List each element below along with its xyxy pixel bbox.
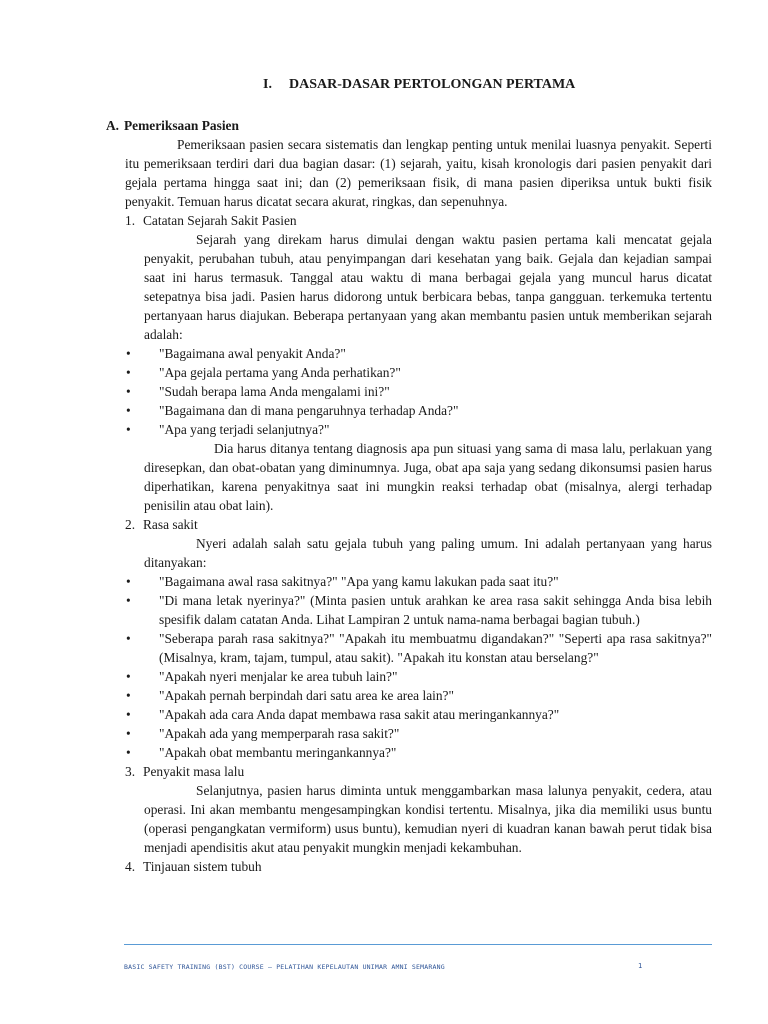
item-3-heading	[125, 762, 712, 781]
item-2-title: Rasa sakit	[143, 517, 198, 532]
list-item: • "Di mana letak nyerinya?" (Minta pasien untuk arahkan ke area rasa sakit sehingga Anda bisa lebih spesifik dalam catatan Anda. Lihat Lampiran 2 untuk nama-nama berbagai bagian tubuh.)	[126, 591, 712, 629]
title-text: DASAR-DASAR PERTOLONGAN PERTAMA	[289, 77, 576, 92]
footer-divider	[124, 944, 712, 945]
item-1-paragraph: Sejarah yang direkam harus dimulai dengan waktu pasien pertama kali mencatat gejala penyakit, perubahan tubuh, atau penyimpangan dari kesehatan yang baik. Gejala dan kejadian sampai saat ini harus termasuk. Tanggal atau waktu di mana berbagai gejala yang muncul harus dicatat setepatnya bisa jadi. Pasien harus didorong untuk berbicara bebas, tanpa gangguan. terkemuka tertentu pertanyaan harus diajukan. Beberapa pertanyaan yang akan membantu pasien untuk memberikan sejarah adalah:	[144, 232, 712, 342]
list-item: • "Apakah nyeri menjalar ke area tubuh lain?"	[126, 667, 712, 686]
page-title	[263, 77, 575, 93]
list-item: • "Seberapa parah rasa sakitnya?" "Apakah itu membuatmu digandakan?" "Seperti apa rasa sakitnya?" (Misalnya, kram, tajam, tumpul, atau sakit). "Apakah itu konstan atau berselang?"	[126, 629, 712, 667]
item-4-heading	[125, 857, 712, 876]
item-2-number: 2.	[125, 517, 136, 532]
item-1-title: Catatan Sejarah Sakit Pasien	[143, 213, 297, 228]
list-item: • "Sudah berapa lama Anda mengalami ini?"	[126, 382, 712, 401]
item-4-title: Tinjauan sistem tubuh	[143, 859, 262, 874]
document-body	[104, 116, 712, 876]
item-3-title: Penyakit masa lalu	[143, 764, 245, 779]
title-number: I.	[263, 77, 272, 92]
list-item: • "Apakah ada yang memperparah rasa sakit?"	[126, 724, 712, 743]
footer-text: BASIC SAFETY TRAINING (BST) COURSE – PELATIHAN KEPELAUTAN UNIMAR AMNI SEMARANG	[124, 963, 445, 971]
item-1-heading	[125, 211, 712, 230]
item-4-number: 4.	[125, 859, 136, 874]
page-number: 1	[638, 962, 643, 970]
item-2-question-list	[126, 572, 712, 762]
list-item: • "Apa gejala pertama yang Anda perhatikan?"	[126, 363, 712, 382]
list-item: • "Bagaimana awal penyakit Anda?"	[126, 344, 712, 363]
list-item: • "Bagaimana dan di mana pengaruhnya terhadap Anda?"	[126, 401, 712, 420]
item-1-paragraph-2: Dia harus ditanya tentang diagnosis apa pun situasi yang sama di masa lalu, perlakuan yang diresepkan, dan obat-obatan yang diminumnya. Juga, obat apa saja yang sedang dikonsumsi pasien harus diperhatikan, karena penyakitnya saat ini mungkin reaksi terhadap obat (misalnya, alergi terhadap penisilin atau obat lain).	[144, 441, 712, 513]
item-3-number: 3.	[125, 764, 136, 779]
item-3-paragraph: Selanjutnya, pasien harus diminta untuk menggambarkan masa lalunya penyakit, cedera, atau operasi. Ini akan membantu mengesampingkan kondisi tertentu. Misalnya, jika dia memiliki usus buntu (operasi pengangkatan vermiform) usus buntu), kemudian nyeri di kuadran kanan bawah perut tidak bisa menjadi apendisitis akut atau penyakit mungkin menjadi kekambuhan.	[144, 783, 712, 855]
item-1-number: 1.	[125, 213, 136, 228]
section-a-label: A.	[106, 118, 120, 133]
section-a-title: Pemeriksaan Pasien	[124, 118, 239, 133]
item-1-question-list	[126, 344, 712, 439]
item-2-paragraph: Nyeri adalah salah satu gejala tubuh yang paling umum. Ini adalah pertanyaan yang harus ditanyakan:	[144, 536, 712, 570]
section-a-heading	[106, 116, 712, 135]
list-item: • "Apakah pernah berpindah dari satu area ke area lain?"	[126, 686, 712, 705]
list-item: • "Apakah ada cara Anda dapat membawa rasa sakit atau meringankannya?"	[126, 705, 712, 724]
list-item: • "Bagaimana awal rasa sakitnya?" "Apa yang kamu lakukan pada saat itu?"	[126, 572, 712, 591]
list-item: • "Apa yang terjadi selanjutnya?"	[126, 420, 712, 439]
list-item: • "Apakah obat membantu meringankannya?"	[126, 743, 712, 762]
section-a-intro: Pemeriksaan pasien secara sistematis dan lengkap penting untuk menilai luasnya penyakit. Seperti itu pemeriksaan terdiri dari dua bagian dasar: (1) sejarah, yaitu, kisah kronologis dari pasien penyakit dari gejala pertama hingga saat ini; dan (2) pemeriksaan fisik, di mana pasien diperiksa untuk bukti fisik penyakit. Temuan harus dicatat secara akurat, ringkas, dan sepenuhnya.	[125, 137, 712, 209]
item-2-heading	[125, 515, 712, 534]
